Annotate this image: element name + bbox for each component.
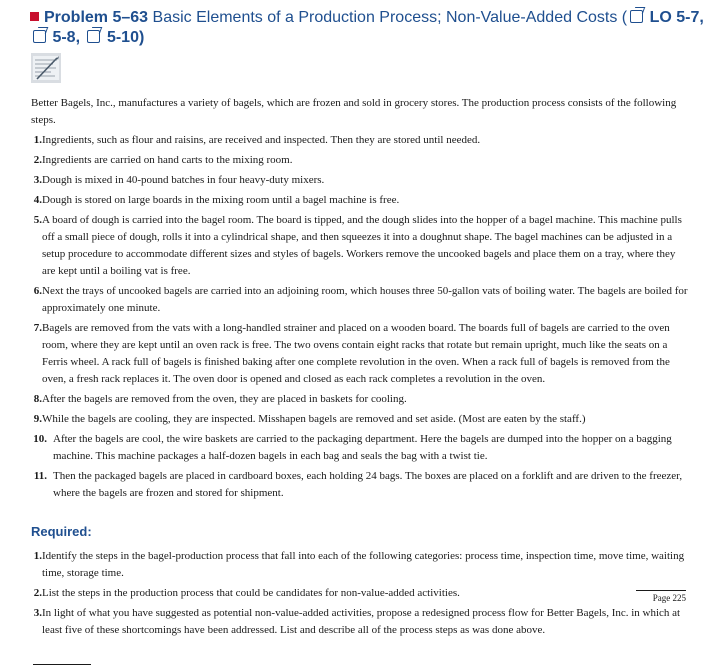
step-text: Then the packaged bagels are placed in cardboard boxes, each holding 24 bags. The boxes are placed on a forklift and are driven to the freezer, where the bagels are frozen and stored for shipment. bbox=[53, 470, 683, 499]
step-text: After the bagels are removed from the oven, they are placed in baskets for cooling. bbox=[42, 393, 407, 405]
process-steps-list bbox=[31, 132, 691, 505]
step-text: Ingredients, such as flour and raisins, are received and inspected. Then they are stored until needed. bbox=[42, 134, 481, 146]
step-number: 11. bbox=[33, 470, 47, 482]
step-number: 2. bbox=[33, 154, 42, 166]
list-item bbox=[31, 172, 691, 189]
step-text: Dough is mixed in 40-pound batches in four heavy-duty mixers. bbox=[42, 174, 325, 186]
footer-divider bbox=[33, 664, 91, 665]
external-link-icon[interactable] bbox=[87, 30, 100, 43]
step-number: 6. bbox=[33, 285, 42, 297]
required-text: List the steps in the production process that could be candidates for non-value-added activities. bbox=[42, 587, 460, 599]
intro-paragraph: Better Bagels, Inc., manufactures a variety of bagels, which are frozen and sold in grocery stores. The production process consists of the following steps. bbox=[31, 97, 677, 126]
required-text: Identify the steps in the bagel-production process that fall into each of the following categories: process time, inspection time, move time, waiting time, storage time. bbox=[42, 550, 685, 579]
step-text: A board of dough is carried into the bagel room. The board is tipped, and the dough slides into the hopper of a bagel machine. This machine pulls off a small piece of dough, rolls it into a cylindrical shape, and then squeezes it into a doughnut shape. The bagel machines can be adjusted in a setup procedure to accommodate different sizes and styles of bagels. Workers remove the uncooked bagels and place them on a tray, where they are kept until a boiling vat is free. bbox=[42, 214, 682, 277]
step-text: Next the trays of uncooked bagels are carried into an adjoining room, which houses three 50-gallon vats of boiling water. The bagels are boiled for approximately one minute. bbox=[42, 285, 688, 314]
list-item bbox=[31, 283, 691, 317]
external-link-icon[interactable] bbox=[630, 10, 643, 23]
step-number: 1. bbox=[33, 134, 42, 146]
required-list bbox=[31, 548, 691, 642]
step-number: 8. bbox=[33, 393, 42, 405]
step-text: Ingredients are carried on hand carts to the mixing room. bbox=[42, 154, 293, 166]
step-number: 10. bbox=[33, 433, 47, 445]
lo-link-5-8[interactable]: 5-8, bbox=[52, 29, 81, 46]
list-item bbox=[31, 548, 691, 582]
list-item bbox=[31, 431, 691, 465]
list-item bbox=[31, 391, 691, 408]
list-item bbox=[31, 605, 691, 639]
required-number: 3. bbox=[33, 607, 42, 619]
list-item bbox=[31, 152, 691, 169]
worksheet-thumbnail-icon[interactable] bbox=[31, 53, 61, 83]
step-text: After the bagels are cool, the wire baskets are carried to the packaging department. Here the bagels are dumped into the hopper on a bagging machine. This machine packages a half-dozen bagels in each bag and seals the bag with a twist tie. bbox=[53, 433, 672, 462]
step-text: While the bagels are cooling, they are inspected. Misshapen bagels are removed and set aside. (Most are eaten by the staff.) bbox=[42, 413, 586, 425]
step-text: Dough is stored on large boards in the mixing room until a bagel machine is free. bbox=[42, 194, 400, 206]
external-link-icon[interactable] bbox=[33, 30, 46, 43]
lo-link-5-7[interactable]: LO 5-7, bbox=[649, 9, 704, 26]
page-number-label: Page 225 bbox=[636, 590, 686, 603]
problem-header bbox=[30, 8, 710, 48]
red-square-marker bbox=[30, 12, 39, 21]
problem-number: Problem 5–63 bbox=[44, 9, 149, 26]
step-number: 5. bbox=[33, 214, 42, 226]
list-item bbox=[31, 585, 691, 602]
required-text: In light of what you have suggested as potential non-value-added activities, propose a redesigned process flow for Better Bagels, Inc. in which at least five of these shortcomings have been addressed. List and describe all of the process steps as was done above. bbox=[42, 607, 681, 636]
step-number: 9. bbox=[33, 413, 42, 425]
problem-title: Basic Elements of a Production Process; Non-Value-Added Costs ( bbox=[152, 9, 628, 26]
list-item bbox=[31, 411, 691, 428]
list-item bbox=[31, 320, 691, 388]
step-number: 7. bbox=[33, 322, 42, 334]
list-item bbox=[31, 192, 691, 209]
lo-link-5-10[interactable]: 5-10) bbox=[106, 29, 145, 46]
list-item bbox=[31, 132, 691, 149]
step-number: 4. bbox=[33, 194, 42, 206]
required-number: 2. bbox=[33, 587, 42, 599]
step-number: 3. bbox=[33, 174, 42, 186]
list-item bbox=[31, 468, 691, 502]
list-item bbox=[31, 212, 691, 280]
required-heading: Required: bbox=[31, 524, 92, 539]
step-text: Bagels are removed from the vats with a long-handled strainer and placed on a wooden board. The boards full of bagels are carried to the oven room, where they are kept until an oven rack is free. The two ovens contain eight racks that rotate but remain upright, much like the seats on a Ferris wheel. A rack full of bagels is finished baking after one complete revolution in the oven. When a rack full of bagels is removed from the oven, a fresh rack replaces it. The oven door is opened and closed as each rack completes a revolution in the oven. bbox=[42, 322, 670, 385]
required-number: 1. bbox=[33, 550, 42, 562]
